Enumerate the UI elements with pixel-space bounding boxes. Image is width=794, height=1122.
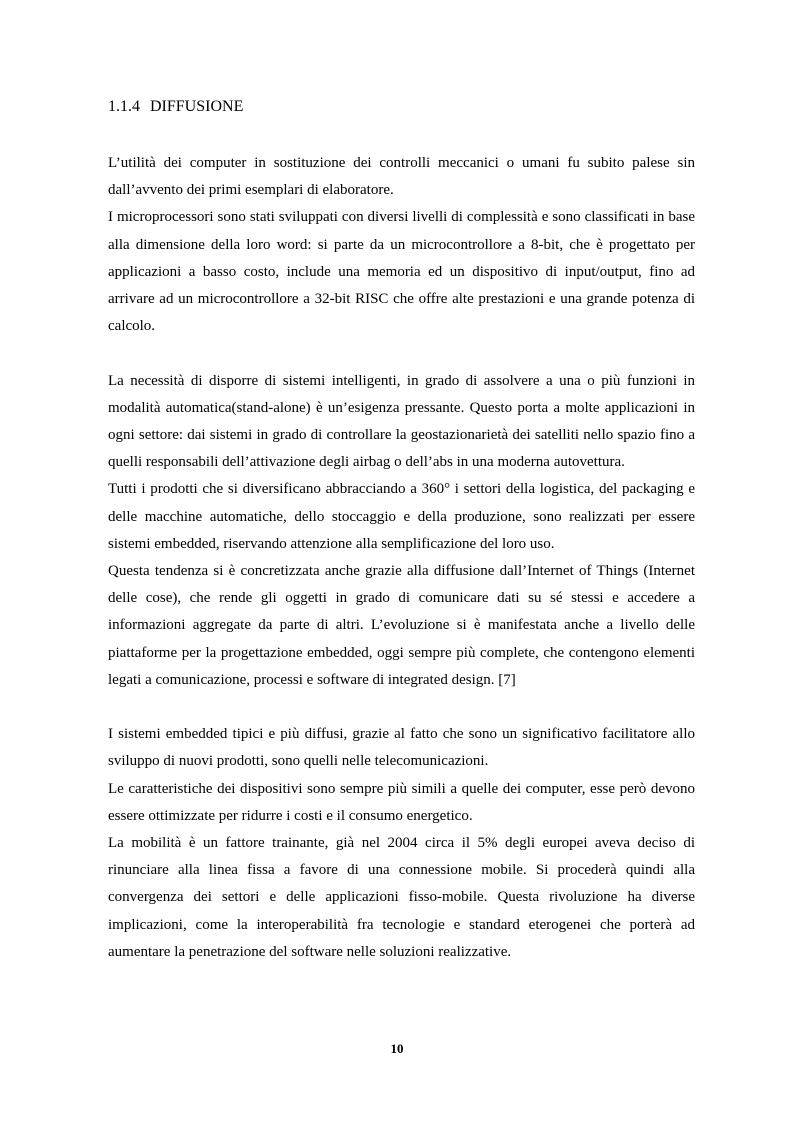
page-number: 10: [390, 1041, 404, 1056]
paragraph-device-features: Le caratteristiche dei dispositivi sono sempre più simili a quelle dei computer, esse però devono essere ottimizzate per ridurre i costi e il consumo energetico.: [108, 780, 695, 824]
paragraph-telecommunications: I sistemi embedded tipici e più diffusi, grazie al fatto che sono un significativo facilitatore allo sviluppo di nuovi prodotti, sono quelli nelle telecomunicazioni.: [108, 726, 695, 770]
body-text: [108, 150, 695, 966]
section-heading: [108, 96, 243, 118]
paragraph-mobility: La mobilità è un fattore trainante, già nel 2004 circa il 5% degli europei aveva deciso di rinunciare alla linea fissa a favore di una connessione mobile. Si procederà quindi alla convergenza dei settori e delle applicazioni fisso-mobile. Questa rivoluzione ha diverse implicazioni, come la interoperabilità fra tecnologie e standard eterogenei che porterà ad aumentare la penetrazione del software nelle soluzioni realizzative.: [108, 835, 695, 960]
section-number: 1.1.4: [108, 98, 140, 115]
paragraph-microprocessors: I microprocessori sono stati sviluppati con diversi livelli di complessità e sono classificati in base alla dimensione della loro word: si parte da un microcontrollore a 8-bit, che è progettato per applicazioni a basso costo, include una memoria ed un dispositivo di input/output, fino ad arrivare ad un microcontrollore a 32-bit RISC che offre alte prestazioni e una grande potenza di calcolo.: [108, 209, 695, 335]
paragraph-computer-utility: L’utilità dei computer in sostituzione dei controlli meccanici o umani fu subito palese sin dall’avvento dei primi esemplari di elaboratore.: [108, 155, 695, 199]
section-title: DIFFUSIONE: [150, 98, 244, 115]
paragraph-products: Tutti i prodotti che si diversificano abbracciando a 360° i settori della logistica, del packaging e delle macchine automatiche, dello stoccaggio e della produzione, sono realizzati per essere sistemi embedded, riservando attenzione alla semplificazione del loro uso.: [108, 481, 695, 552]
paragraph-intelligent-systems: La necessità di disporre di sistemi intelligenti, in grado di assolvere a una o più funzioni in modalità automatica(stand-alone) è un’esigenza pressante. Questo porta a molte applicazioni in ogni settore: dai sistemi in grado di controllare la geostazionarietà dei satelliti nello spazio fino a quelli responsabili dell’attivazione degli airbag o dell’abs in una moderna autovettura.: [108, 372, 695, 471]
paragraph-iot: Questa tendenza si è concretizzata anche grazie alla diffusione dall’Internet of Things (Internet delle cose), che rende gli oggetti in grado di comunicare dati su sé stessi e accedere a informazioni aggregate da parte di altri. L’evoluzione si è manifestata anche a livello delle piattaforme per la progettazione embedded, oggi sempre più complete, che contengono elementi legati a comunicazione, processi e software di integrated design. [7]: [108, 563, 695, 688]
